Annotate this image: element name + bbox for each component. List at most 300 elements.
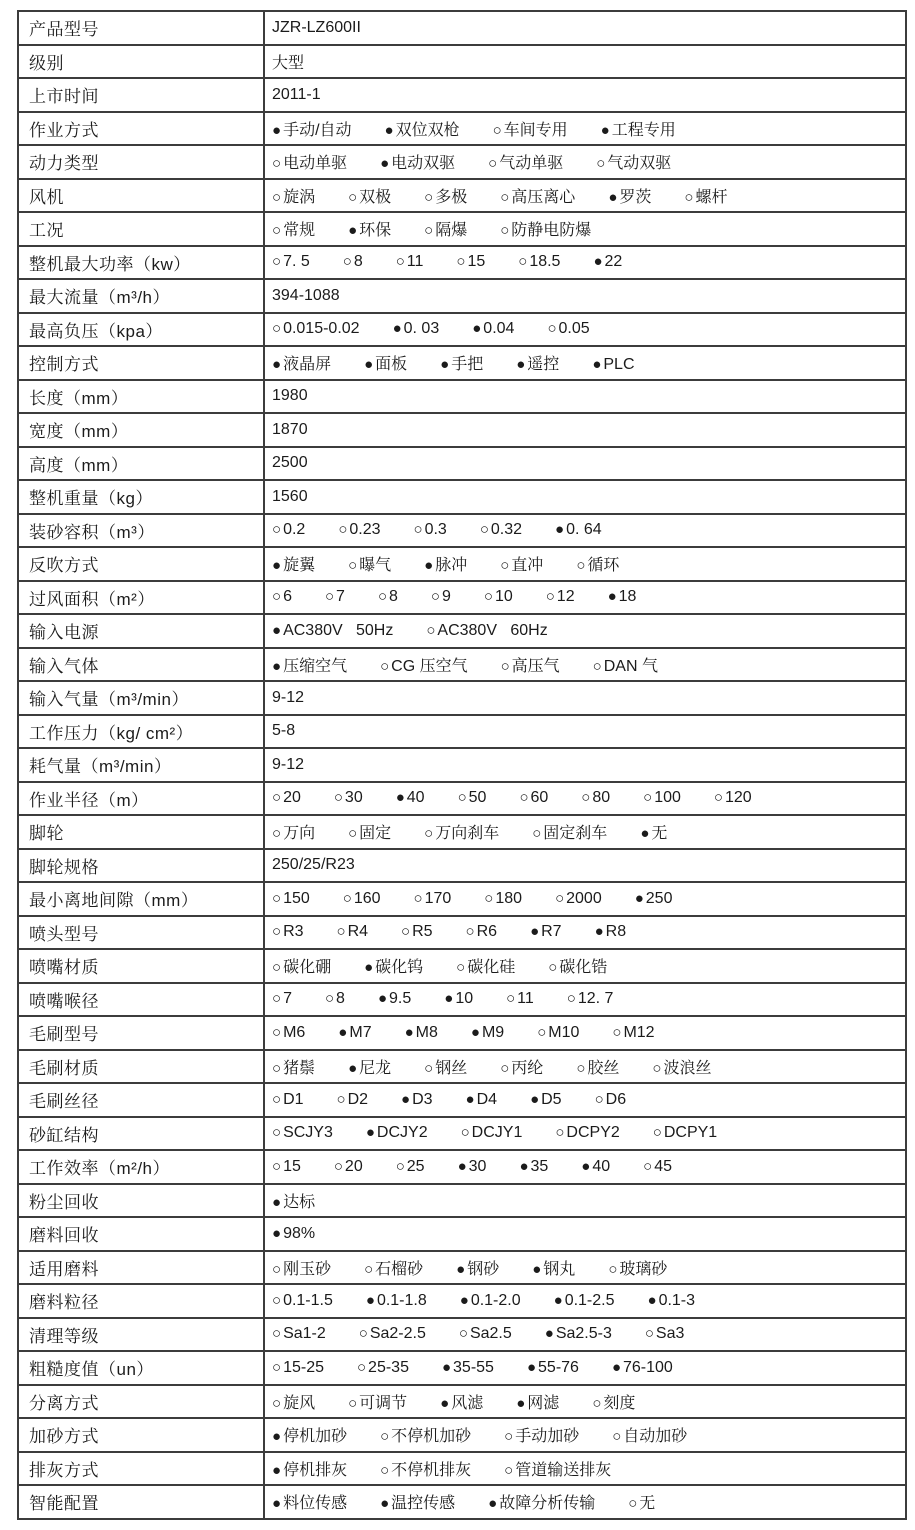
spec-option-label: 150: [283, 889, 310, 907]
spec-row: [18, 112, 906, 146]
spec-option: [461, 1124, 523, 1142]
spec-option-label: 0.1-1.8: [376, 1291, 427, 1309]
spec-row: [18, 1318, 906, 1352]
radio-unselected-icon: ○: [395, 253, 405, 271]
spec-option-label: 0.1-3: [658, 1291, 696, 1309]
spec-option-label: 电动双驱: [391, 155, 456, 173]
spec-label: 排灰方式: [18, 1452, 264, 1486]
spec-option-label: 电动单驱: [283, 155, 348, 173]
spec-option-label: 15-25: [283, 1358, 324, 1376]
spec-option-label: 石榴砂: [375, 1260, 424, 1278]
spec-option: [272, 890, 310, 908]
spec-value-cell: [264, 480, 906, 514]
spec-option: [334, 789, 363, 807]
radio-selected-icon: ●: [611, 1358, 621, 1376]
radio-unselected-icon: ○: [456, 959, 466, 977]
spec-row: [18, 614, 906, 648]
spec-option: [516, 351, 559, 374]
radio-unselected-icon: ○: [272, 1325, 282, 1343]
radio-selected-icon: ●: [488, 1495, 498, 1513]
spec-option-label: 76-100: [623, 1358, 673, 1376]
spec-option-label: 45: [654, 1157, 673, 1175]
radio-unselected-icon: ○: [272, 1059, 282, 1077]
radio-unselected-icon: ○: [456, 253, 466, 271]
spec-row: [18, 949, 906, 983]
spec-value-cell: [264, 112, 906, 146]
spec-row: [18, 715, 906, 749]
spec-option: [484, 890, 522, 908]
spec-value-cell: [264, 279, 906, 313]
spec-row: [18, 849, 906, 883]
radio-selected-icon: ●: [592, 356, 602, 374]
spec-label: 磨料粒径: [18, 1284, 264, 1318]
radio-unselected-icon: ○: [336, 1090, 346, 1108]
spec-option-label: 旋涡: [283, 188, 316, 206]
radio-selected-icon: ●: [272, 557, 282, 575]
spec-option-label: 8: [353, 253, 363, 271]
radio-unselected-icon: ○: [483, 588, 493, 606]
spec-option-label: 故障分析传输: [499, 1495, 596, 1513]
spec-option-label: 液晶屏: [283, 356, 332, 374]
radio-unselected-icon: ○: [356, 1358, 367, 1376]
spec-option-label: 胶丝: [587, 1059, 620, 1077]
spec-option: [500, 552, 543, 575]
spec-value-cell: [264, 1150, 906, 1184]
radio-unselected-icon: ○: [500, 188, 510, 206]
spec-option: [527, 1359, 579, 1377]
spec-option: [272, 351, 331, 374]
spec-value-cell: [264, 715, 906, 749]
radio-unselected-icon: ○: [380, 657, 390, 675]
radio-unselected-icon: ○: [713, 789, 723, 807]
spec-value-cell: [264, 815, 906, 849]
spec-option: [645, 1325, 685, 1343]
radio-unselected-icon: ○: [504, 1461, 514, 1479]
spec-value-cell: [264, 1016, 906, 1050]
radio-unselected-icon: ○: [272, 155, 282, 173]
spec-option-label: 25: [406, 1157, 425, 1175]
radio-selected-icon: ●: [272, 657, 282, 675]
radio-unselected-icon: ○: [342, 889, 352, 907]
spec-option: [272, 1225, 315, 1243]
spec-option-label: 玻璃砂: [619, 1260, 668, 1278]
spec-option: [424, 184, 467, 207]
radio-selected-icon: ●: [272, 1224, 282, 1242]
spec-label: 最大流量（m³/h）: [18, 279, 264, 313]
spec-option: [272, 1124, 333, 1142]
spec-row: [18, 681, 906, 715]
spec-option-label: 0.1-2.0: [470, 1291, 521, 1309]
spec-option: [426, 622, 547, 640]
spec-option: [652, 1055, 711, 1078]
spec-label: 智能配置: [18, 1485, 264, 1519]
radio-unselected-icon: ○: [413, 521, 423, 539]
spec-row: [18, 313, 906, 347]
spec-option: [364, 954, 423, 977]
spec-value-text: 2011-1: [272, 85, 321, 103]
spec-label: 适用磨料: [18, 1251, 264, 1285]
spec-row: [18, 1217, 906, 1251]
spec-option: [431, 588, 451, 606]
radio-unselected-icon: ○: [377, 588, 387, 606]
spec-option-label: 0.05: [558, 320, 590, 338]
spec-value-cell: [264, 78, 906, 112]
spec-label: 输入电源: [18, 614, 264, 648]
spec-row: [18, 748, 906, 782]
spec-option-label: 2000: [566, 889, 602, 907]
spec-label: 过风面积（m²）: [18, 581, 264, 615]
spec-label: 产品型号: [18, 11, 264, 45]
spec-option-label: 万向刹车: [435, 825, 500, 843]
spec-option-label: 11: [406, 253, 424, 271]
spec-option: [576, 552, 619, 575]
spec-option-label: 0. 64: [566, 521, 602, 539]
spec-option: [480, 521, 522, 539]
spec-row: [18, 346, 906, 380]
spec-option-label: 0.1-2.5: [564, 1291, 615, 1309]
radio-unselected-icon: ○: [581, 789, 591, 807]
radio-unselected-icon: ○: [532, 825, 542, 843]
spec-option-label: 猪鬃: [283, 1059, 316, 1077]
spec-row: [18, 1418, 906, 1452]
spec-row: [18, 413, 906, 447]
spec-option: [378, 588, 398, 606]
radio-selected-icon: ●: [441, 1358, 452, 1376]
spec-option: [612, 1359, 673, 1377]
spec-option: [519, 789, 548, 807]
spec-option: [272, 1256, 331, 1279]
spec-option-label: 20: [344, 1157, 363, 1175]
spec-option: [366, 1292, 427, 1310]
spec-option-label: 高压离心: [511, 188, 576, 206]
spec-option-label: 螺杆: [695, 188, 728, 206]
spec-option: [272, 923, 304, 941]
spec-value-cell: [264, 1452, 906, 1486]
spec-option-label: 压缩空气: [283, 657, 348, 675]
radio-selected-icon: ●: [348, 222, 358, 240]
spec-option: [555, 1124, 619, 1142]
spec-option: [380, 1457, 471, 1480]
spec-row: [18, 145, 906, 179]
spec-option: [440, 351, 483, 374]
spec-option: [466, 923, 498, 941]
radio-unselected-icon: ○: [272, 1394, 282, 1412]
spec-option-label: 0.04: [483, 320, 515, 338]
spec-option-label: 0. 03: [403, 320, 440, 338]
radio-unselected-icon: ○: [458, 1325, 468, 1343]
spec-value-cell: [264, 1217, 906, 1251]
spec-option-label: 温控传感: [391, 1495, 456, 1513]
spec-option-label: 15: [467, 253, 486, 271]
spec-value-cell: [264, 1050, 906, 1084]
spec-option-label: AC380V 50Hz: [283, 621, 394, 639]
radio-unselected-icon: ○: [576, 1059, 586, 1077]
spec-row: [18, 514, 906, 548]
radio-selected-icon: ●: [600, 121, 610, 139]
radio-unselected-icon: ○: [272, 923, 282, 941]
spec-value-text: 394-1088: [272, 286, 340, 304]
spec-option-label: 35: [530, 1157, 549, 1175]
spec-option-label: 循环: [587, 557, 620, 575]
spec-row: [18, 1385, 906, 1419]
radio-unselected-icon: ○: [628, 1495, 638, 1513]
radio-unselected-icon: ○: [348, 1394, 358, 1412]
spec-option: [401, 1091, 433, 1109]
spec-option-label: 固定刹车: [543, 825, 608, 843]
spec-option-label: 双极: [359, 188, 392, 206]
spec-option-label: M6: [283, 1023, 306, 1041]
spec-option: [545, 1325, 612, 1343]
radio-unselected-icon: ○: [547, 320, 557, 338]
spec-option-label: D6: [605, 1090, 627, 1108]
spec-option: [555, 890, 602, 908]
radio-unselected-icon: ○: [644, 1325, 654, 1343]
radio-unselected-icon: ○: [413, 889, 423, 907]
spec-label: 反吹方式: [18, 547, 264, 581]
spec-label: 磨料回收: [18, 1217, 264, 1251]
spec-label: 工作压力（kg/ cm²）: [18, 715, 264, 749]
radio-unselected-icon: ○: [272, 789, 282, 807]
spec-row: [18, 1050, 906, 1084]
spec-option: [396, 1158, 425, 1176]
radio-selected-icon: ●: [377, 990, 387, 1008]
radio-selected-icon: ●: [526, 1358, 537, 1376]
radio-unselected-icon: ○: [272, 1260, 282, 1278]
spec-option-label: 高压气: [511, 657, 560, 675]
spec-row: [18, 480, 906, 514]
spec-option-label: 30: [344, 789, 363, 807]
radio-selected-icon: ●: [440, 1394, 450, 1412]
radio-selected-icon: ●: [594, 923, 604, 941]
spec-label: 高度（mm）: [18, 447, 264, 481]
spec-option-label: 18.5: [529, 253, 561, 271]
radio-unselected-icon: ○: [336, 923, 346, 941]
spec-option: [385, 117, 460, 140]
spec-label: 喷头型号: [18, 916, 264, 950]
spec-option-label: 不停机加砂: [391, 1428, 472, 1446]
spec-option-label: 碳化硅: [467, 959, 516, 977]
spec-option-label: R4: [347, 923, 369, 941]
radio-unselected-icon: ○: [500, 557, 510, 575]
spec-label: 最高负压（kpa）: [18, 313, 264, 347]
spec-option: [456, 1256, 499, 1279]
radio-unselected-icon: ○: [272, 253, 282, 271]
radio-unselected-icon: ○: [272, 1023, 282, 1041]
spec-value-cell: [264, 313, 906, 347]
spec-option-label: SCJY3: [283, 1124, 333, 1142]
spec-option: [500, 184, 575, 207]
radio-unselected-icon: ○: [460, 1124, 470, 1142]
spec-option: [548, 954, 607, 977]
spec-option-label: R7: [541, 923, 562, 941]
spec-option-label: DCJY1: [471, 1124, 523, 1142]
spec-option-label: DCJY2: [376, 1124, 428, 1142]
radio-unselected-icon: ○: [358, 1325, 368, 1343]
spec-option: [348, 820, 391, 843]
spec-option-label: 6: [283, 588, 292, 606]
spec-row: [18, 882, 906, 916]
spec-option-label: 无: [651, 825, 668, 843]
spec-row: [18, 983, 906, 1017]
radio-selected-icon: ●: [272, 621, 282, 639]
radio-selected-icon: ●: [516, 1394, 526, 1412]
spec-option: [458, 1158, 487, 1176]
spec-option: [458, 789, 487, 807]
spec-option: [424, 1055, 467, 1078]
spec-value-text: JZR-LZ600II: [272, 18, 361, 36]
spec-option: [272, 253, 310, 271]
spec-option-label: M7: [349, 1023, 372, 1041]
spec-option: [643, 1158, 672, 1176]
spec-option-label: 20: [283, 789, 301, 807]
spec-label: 加砂方式: [18, 1418, 264, 1452]
radio-selected-icon: ●: [401, 1090, 411, 1108]
spec-option-label: M12: [623, 1023, 655, 1041]
radio-selected-icon: ●: [465, 1090, 475, 1108]
spec-option: [532, 820, 607, 843]
spec-option: [272, 1423, 347, 1446]
spec-option: [484, 588, 513, 606]
spec-option-label: 25-35: [368, 1358, 409, 1376]
radio-selected-icon: ●: [456, 1260, 466, 1278]
spec-option: [357, 1359, 409, 1377]
spec-option: [401, 923, 433, 941]
spec-option: [378, 990, 411, 1008]
spec-option-label: Sa1-2: [283, 1325, 326, 1343]
spec-option: [359, 1325, 426, 1343]
spec-option-label: 气动单驱: [499, 155, 564, 173]
spec-option: [348, 1055, 391, 1078]
radio-selected-icon: ●: [380, 1495, 390, 1513]
spec-option: [581, 1158, 610, 1176]
spec-option-label: M8: [415, 1023, 438, 1041]
spec-value-cell: [264, 882, 906, 916]
radio-selected-icon: ●: [272, 121, 282, 139]
spec-row: [18, 1117, 906, 1151]
radio-unselected-icon: ○: [348, 557, 358, 575]
spec-label: 脚轮规格: [18, 849, 264, 883]
spec-value-cell: [264, 413, 906, 447]
radio-unselected-icon: ○: [272, 320, 282, 338]
radio-selected-icon: ●: [404, 1023, 414, 1041]
spec-option-label: 180: [495, 889, 523, 907]
spec-value-cell: [264, 1251, 906, 1285]
radio-unselected-icon: ○: [592, 657, 602, 675]
radio-selected-icon: ●: [593, 253, 603, 271]
spec-value-cell: [264, 1385, 906, 1419]
spec-option-label: 100: [654, 789, 681, 807]
spec-value-cell: [264, 1351, 906, 1385]
spec-value-cell: [264, 1284, 906, 1318]
spec-option: [272, 954, 331, 977]
spec-option: [272, 1490, 347, 1513]
spec-option: [518, 253, 560, 271]
spec-option: [532, 1256, 575, 1279]
spec-option: [334, 1158, 363, 1176]
spec-option-label: 0.23: [349, 521, 381, 539]
spec-label: 宽度（mm）: [18, 413, 264, 447]
product-spec-sheet: [17, 10, 907, 1520]
spec-option-label: Sa2.5-3: [555, 1325, 612, 1343]
spec-option-label: 7: [336, 588, 345, 606]
spec-label: 工况: [18, 212, 264, 246]
spec-option: [684, 184, 727, 207]
radio-selected-icon: ●: [365, 1291, 375, 1309]
spec-option: [444, 990, 473, 1008]
radio-unselected-icon: ○: [504, 1428, 514, 1446]
radio-unselected-icon: ○: [333, 789, 343, 807]
spec-row: [18, 246, 906, 280]
spec-option-label: 碳化锆: [559, 959, 608, 977]
radio-selected-icon: ●: [459, 1291, 469, 1309]
spec-option-label: 9: [441, 588, 451, 606]
spec-option-label: 10: [455, 990, 474, 1008]
radio-unselected-icon: ○: [272, 222, 282, 240]
spec-option: [272, 1091, 304, 1109]
radio-selected-icon: ●: [532, 1260, 542, 1278]
radio-unselected-icon: ○: [272, 990, 282, 1008]
spec-option-label: 尼龙: [359, 1059, 392, 1077]
spec-value-cell: [264, 179, 906, 213]
radio-unselected-icon: ○: [548, 959, 558, 977]
product-spec-table: [17, 10, 907, 1520]
spec-option-label: 手动加砂: [515, 1428, 580, 1446]
radio-unselected-icon: ○: [364, 1260, 374, 1278]
spec-option-label: 料位传感: [283, 1495, 348, 1513]
spec-option-label: 55-76: [538, 1358, 579, 1376]
spec-row: [18, 45, 906, 79]
spec-option-label: 170: [424, 889, 452, 907]
spec-label: 粉尘回收: [18, 1184, 264, 1218]
radio-selected-icon: ●: [384, 121, 394, 139]
spec-value-cell: [264, 1418, 906, 1452]
spec-label: 最小离地间隙（mm）: [18, 882, 264, 916]
spec-option: [516, 1390, 559, 1413]
spec-option: [272, 1390, 315, 1413]
spec-row: [18, 1251, 906, 1285]
spec-option-label: 无: [639, 1495, 656, 1513]
spec-option-label: R3: [283, 923, 304, 941]
spec-option-label: 固定: [359, 825, 392, 843]
spec-option: [653, 1124, 717, 1142]
spec-option-label: 碳化硼: [283, 959, 332, 977]
spec-label: 控制方式: [18, 346, 264, 380]
spec-option: [593, 653, 658, 676]
spec-option-label: 自动加砂: [623, 1428, 688, 1446]
spec-option: [364, 1256, 423, 1279]
radio-unselected-icon: ○: [272, 521, 282, 539]
radio-selected-icon: ●: [380, 155, 390, 173]
spec-option-label: 网滤: [527, 1394, 560, 1412]
radio-unselected-icon: ○: [592, 1394, 602, 1412]
spec-value-cell: [264, 1485, 906, 1519]
spec-option-label: 车间专用: [503, 121, 568, 139]
spec-option: [466, 1091, 498, 1109]
radio-unselected-icon: ○: [500, 1059, 510, 1077]
spec-option-label: 22: [604, 253, 623, 271]
spec-option-label: 曝气: [359, 557, 392, 575]
spec-option-label: 30: [468, 1157, 487, 1175]
spec-option: [628, 1490, 655, 1513]
spec-value-cell: [264, 1184, 906, 1218]
spec-row: [18, 1150, 906, 1184]
spec-label: 分离方式: [18, 1385, 264, 1419]
radio-unselected-icon: ○: [401, 923, 411, 941]
spec-option-label: 钢丝: [435, 1059, 468, 1077]
spec-option-label: 18: [618, 588, 637, 606]
radio-unselected-icon: ○: [612, 1023, 622, 1041]
spec-value-cell: [264, 1318, 906, 1352]
